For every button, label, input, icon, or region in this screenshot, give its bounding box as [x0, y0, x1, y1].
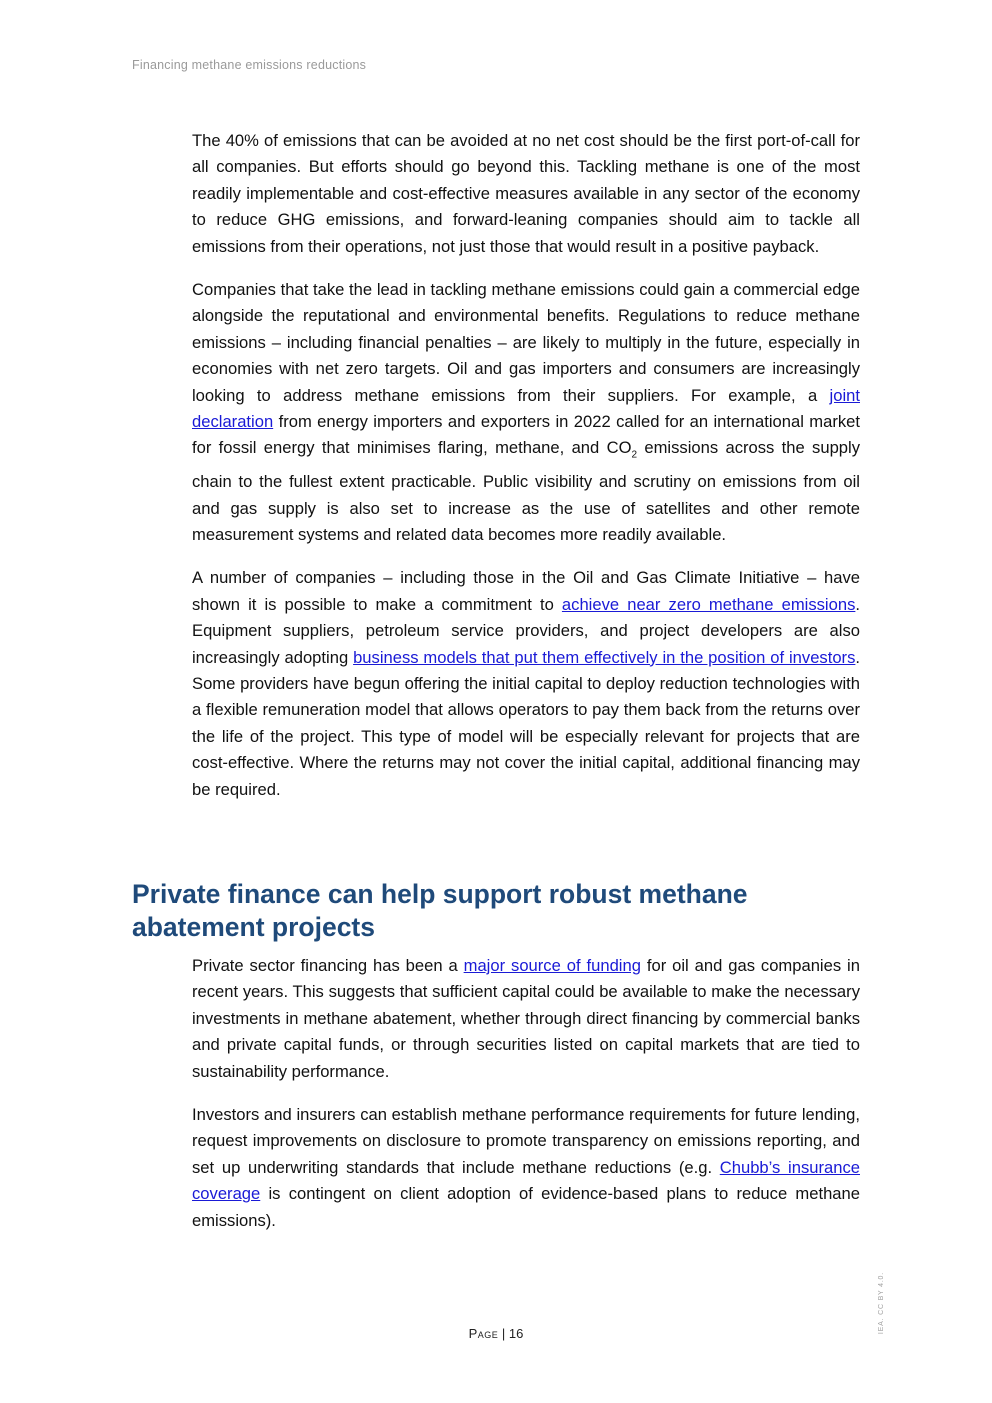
- section-content: [192, 953, 860, 1234]
- running-header: Financing methane emissions reductions: [132, 58, 367, 72]
- page-footer: [0, 1326, 992, 1341]
- paragraph-companies-commitment: [192, 565, 860, 803]
- copyright-notice: IEA. CC BY 4.0.: [878, 1272, 885, 1335]
- page-number: 16: [508, 1326, 524, 1341]
- paragraph-text: for oil and gas companies in recent years. This suggests that sufficient capital could be available to make the necessary investments in methane abatement, whether through direct financing by commercial banks and private capital funds, or through securities listed on capital markets that are tied to sustainability performance.: [192, 956, 860, 1081]
- business-models-link[interactable]: business models that put them effectively in the position of investors: [353, 647, 856, 667]
- paragraph-text: A number of companies – including those in the Oil and Gas Climate Initiative – have shown it is possible to make a commitment to: [192, 568, 860, 614]
- paragraph-text: from energy importers and exporters in 2022 called for an international market for fossil energy that minimises flaring, methane, and CO: [192, 412, 860, 458]
- paragraph-text: . Equipment suppliers, petroleum service providers, and project developers are also increasingly adopting: [192, 594, 860, 667]
- paragraph-private-financing: [192, 953, 860, 1085]
- paragraph-text: . Some providers have begun offering the initial capital to deploy reduction technologies with a flexible remuneration model that allows operators to pay them back from the returns over the life of the project. This type of model will be especially relevant for projects that are cost-effective. Where the returns may not cover the initial capital, additional financing may be required.: [192, 647, 861, 799]
- page-separator: |: [498, 1326, 509, 1341]
- paragraph-investors-insurers: [192, 1102, 860, 1234]
- joint-declaration-link[interactable]: joint declaration: [192, 385, 860, 432]
- paragraph-text: is contingent on client adoption of evidence-based plans to reduce methane emissions).: [192, 1184, 860, 1230]
- near-zero-methane-link[interactable]: achieve near zero methane emissions: [561, 594, 856, 614]
- major-source-of-funding-link[interactable]: major source of funding: [463, 956, 641, 975]
- page-label: Page: [468, 1326, 499, 1341]
- paragraph-commercial-edge: [192, 277, 860, 548]
- paragraph-text: Private sector financing has been a: [192, 956, 464, 975]
- body-content: [192, 128, 860, 803]
- paragraph-no-net-cost: The 40% of emissions that can be avoided at no net cost should be the first port-of-call for all companies. But efforts should go beyond this. Tackling methane is one of the most readily implementable and cost-effective measures available in any sector of the economy to reduce GHG emissions, and forward-leaning companies should aim to tackle all emissions from their operations, not just those that would result in a positive payback.: [192, 131, 860, 256]
- paragraph-text: emissions across the supply chain to the fullest extent practicable. Public visibility and scrutiny on emissions from oil and gas supply is also set to increase as the use of satellites and other remote measurement systems and related data becomes more readily available.: [192, 438, 861, 544]
- chubb-insurance-link[interactable]: Chubb’s insurance coverage: [192, 1157, 860, 1204]
- section-heading: Private finance can help support robust methane abatement projects: [132, 879, 748, 942]
- co2-subscript: 2: [631, 449, 638, 461]
- paragraph-text: Investors and insurers can establish methane performance requirements for future lending, request improvements on disclosure to promote transparency on emissions reporting, and set up underwriting standards that include methane reductions (e.g.: [192, 1105, 860, 1177]
- paragraph-text: Companies that take the lead in tackling methane emissions could gain a commercial edge alongside the reputational and environmental benefits. Regulations to reduce methane emissions – including financial penalties – are likely to multiply in the future, especially in economies with net zero targets. Oil and gas importers and consumers are increasingly looking to address methane emissions from their suppliers. For example, a: [192, 280, 860, 405]
